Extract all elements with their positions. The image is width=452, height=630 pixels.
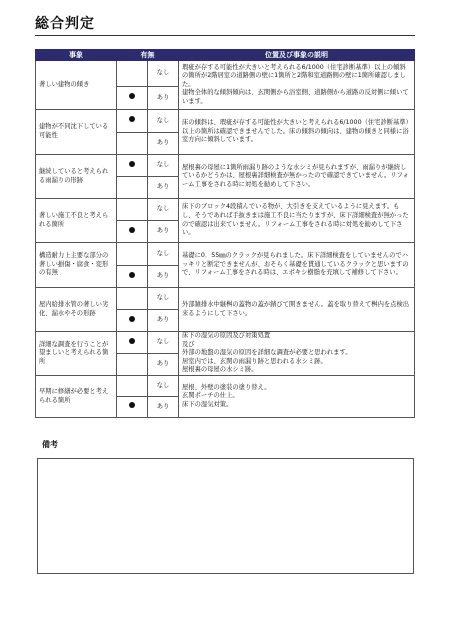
- table-row: [36, 332, 415, 354]
- answer-yes: あり: [148, 133, 179, 155]
- check-cell[interactable]: [117, 354, 148, 376]
- table-row: [36, 199, 415, 221]
- check-cell[interactable]: [117, 155, 148, 177]
- item-label: 構造耐力上主要な部分の著しい損傷・腐食・変形の有無: [36, 243, 117, 288]
- check-cell[interactable]: [117, 221, 148, 243]
- description-cell: 床下の湿気の原因及び対策処置 及び 外部の地盤の湿気の原因を詳細な調査が必要と思われます。 居室内では、玄関の雨漏り跡と思われる水シミ跡。 屋根裏の母屋の水シミ跡。: [179, 332, 415, 376]
- checked-bullet-icon: [129, 338, 135, 344]
- description-cell: 外部雑排水中継桝の蓋物の蓋が錆びて開きません。蓋を取り替えて桝内を点検出来るようにして下さい。: [179, 288, 415, 332]
- check-cell[interactable]: [117, 288, 148, 310]
- check-cell[interactable]: [117, 133, 148, 155]
- checked-bullet-icon: [129, 272, 135, 278]
- item-label: 建物が不同沈下している可能性: [36, 110, 117, 155]
- title-rule: [35, 35, 415, 36]
- answer-no: なし: [148, 61, 179, 87]
- remarks-label: 備考: [42, 440, 58, 449]
- item-label: 継続していると考えられる雨漏りの形跡: [36, 155, 117, 199]
- answer-no: なし: [148, 288, 179, 310]
- table-row: [36, 288, 415, 310]
- answer-no: なし: [148, 243, 179, 266]
- check-cell[interactable]: [117, 110, 148, 133]
- checked-bullet-icon: [129, 93, 135, 99]
- table-row: [36, 61, 415, 87]
- check-cell[interactable]: [117, 199, 148, 221]
- table-row: [36, 243, 415, 266]
- answer-no: なし: [148, 376, 179, 397]
- item-label: 早期に修繕が必要と考えられる箇所: [36, 376, 117, 418]
- check-cell[interactable]: [117, 397, 148, 418]
- checked-bullet-icon: [129, 161, 135, 167]
- header-presence: 有無: [117, 50, 179, 61]
- check-cell[interactable]: [117, 61, 148, 87]
- description-cell: 床下のブロック4段積んでいる物が、大引きを支えているように見えます。もし、そうであれば手抜きまは施工不良に当たりますが、床下詳細検査が無かったので確認は出来ていません。リフォーム工事をされる時に対処を勧めして下さい。: [179, 199, 415, 243]
- description-cell: 屋根裏の母屋に1箇所雨漏り跡のような水シミが見られますが、雨漏りが継続しているかどうかは、屋根裏詳細検査が無かったので確認できていません。リフォーム工事をされる時に対処を勧めして下さい。: [179, 155, 415, 199]
- check-cell[interactable]: [117, 266, 148, 288]
- item-label: 詳細な調査を行うことが望ましいと考えられる箇所: [36, 332, 117, 376]
- answer-yes: あり: [148, 354, 179, 376]
- answer-yes: あり: [148, 87, 179, 110]
- answer-yes: あり: [148, 310, 179, 332]
- answer-no: なし: [148, 199, 179, 221]
- header-item: 事象: [36, 50, 117, 61]
- checked-bullet-icon: [129, 227, 135, 233]
- table-row: [36, 155, 415, 177]
- table-header-row: [36, 50, 415, 61]
- judgment-table: [35, 49, 415, 418]
- description-cell: 屋根、外壁の塗装の塗り替え。 玄関ポーチの仕上。 床下の湿気対策。: [179, 376, 415, 418]
- item-label: 著しい建物の傾き: [36, 61, 117, 110]
- checked-bullet-icon: [129, 316, 135, 322]
- check-cell[interactable]: [117, 87, 148, 110]
- answer-yes: あり: [148, 221, 179, 243]
- answer-yes: あり: [148, 397, 179, 418]
- check-cell[interactable]: [117, 332, 148, 354]
- remarks-box[interactable]: [37, 458, 414, 574]
- answer-yes: あり: [148, 177, 179, 199]
- item-label: 著しい施工不良と考えられる箇所: [36, 199, 117, 243]
- check-cell[interactable]: [117, 243, 148, 266]
- check-cell[interactable]: [117, 376, 148, 397]
- answer-no: なし: [148, 110, 179, 133]
- header-description: 位置及び事象の説明: [179, 50, 415, 61]
- answer-no: なし: [148, 332, 179, 354]
- check-cell[interactable]: [117, 310, 148, 332]
- checked-bullet-icon: [129, 116, 135, 122]
- page-title: 総合判定: [35, 16, 95, 32]
- description-cell: 床の傾斜は、瑕疵が存する可能性が大きいと考えられる6/1000（住宅診断基準）以上の箇所は確認できませんでした。床の傾斜の傾向は、建物の傾きと同様に浴室方向に傾斜しています。: [179, 110, 415, 155]
- table-row: [36, 110, 415, 133]
- answer-no: なし: [148, 155, 179, 177]
- check-cell[interactable]: [117, 177, 148, 199]
- table-row: [36, 376, 415, 397]
- description-cell: 基礎に0．55㎜のクラックが見られました。床下詳細検査をしていませんのでハッキリと断定できませんが、おそらく基礎を貫通しているクラックと思いますので、リフォーム工事をされる時は、エポキシ樹脂を充填して補修して下さい。: [179, 243, 415, 288]
- item-label: 屋内給排水管の著しい劣化、漏水やその形跡: [36, 288, 117, 332]
- answer-yes: あり: [148, 266, 179, 288]
- checked-bullet-icon: [129, 402, 135, 408]
- description-cell: 瑕疵が存する可能性が大きいと考えられる6/1000（住宅診断基準）以上の傾斜の箇所が2階居室の道路側の壁に1箇所と2階和室道路側の壁に1箇所確認しました。 建物全体的な傾斜傾向は、玄関側から浴室側、道路側から道路の反対側に傾いています。: [179, 61, 415, 110]
